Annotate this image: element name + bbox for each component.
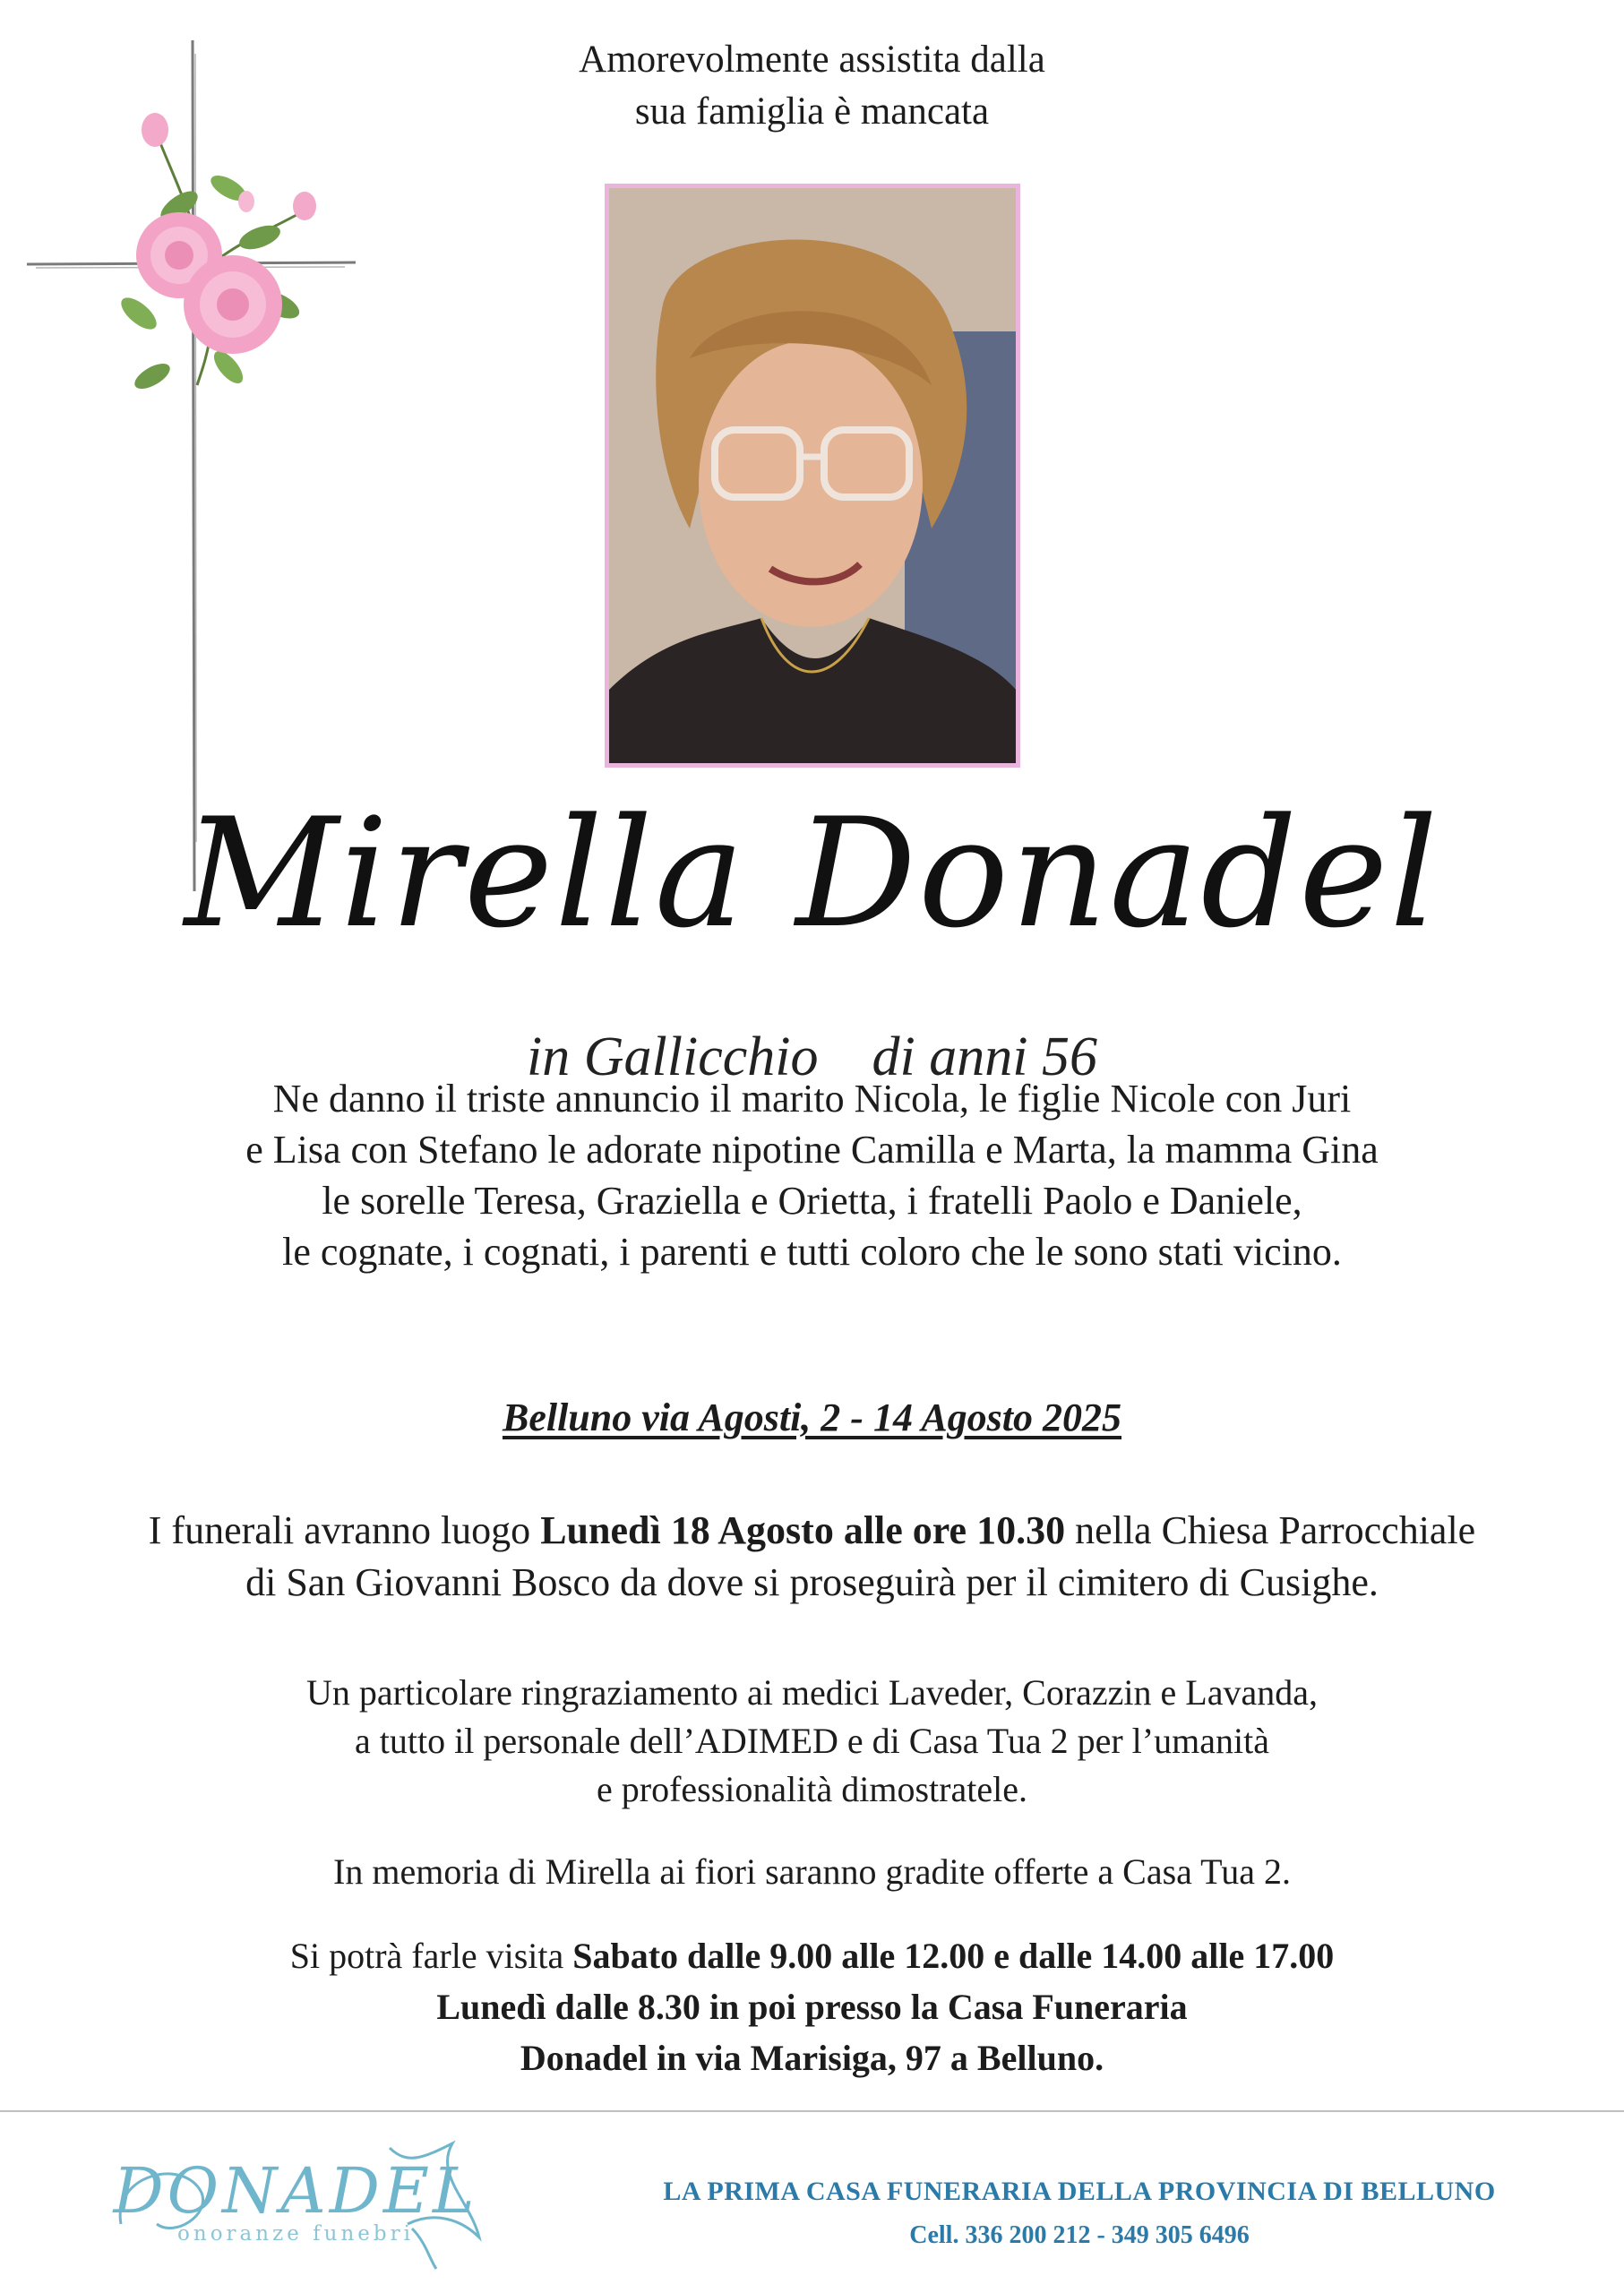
donadel-logo xyxy=(103,2154,488,2246)
portrait-photo xyxy=(605,184,1020,768)
announcement-line: e Lisa con Stefano le adorate nipotine Camilla e Marta, la mamma Gina xyxy=(245,1128,1379,1172)
thanks-line: e professionalità dimostratele. xyxy=(597,1769,1027,1809)
thanks-line: Un particolare ringraziamento ai medici Laveder, Corazzin e Lavanda, xyxy=(306,1672,1318,1713)
logo-sub-text: onoranze funebri xyxy=(177,2222,414,2246)
funeral-line-2: di San Giovanni Bosco da dove si proseguirà per il cimitero di Cusighe. xyxy=(245,1560,1379,1604)
logo-main-text: DONADEL xyxy=(113,2154,478,2228)
age: di anni 56 xyxy=(872,1026,1097,1087)
cross-with-roses-icon xyxy=(22,36,363,896)
visit-info xyxy=(0,1930,1624,2083)
place-date: Belluno via Agosti, 2 - 14 Agosto 2025 xyxy=(502,1396,1122,1439)
visit-line-2 xyxy=(0,1981,1624,2032)
thanks-text xyxy=(0,1669,1624,1814)
married-name: in Gallicchio xyxy=(527,1026,819,1087)
funeral-when: Lunedì 18 Agosto alle ore 10.30 xyxy=(540,1508,1066,1552)
visit-prefix: Si potrà farle visita xyxy=(289,1936,573,1976)
visit-hours: Sabato dalle 9.00 alle 12.00 e dalle 14.00 alle 17.00 xyxy=(572,1936,1335,1976)
funeral-suffix: nella Chiesa Parrocchiale xyxy=(1065,1508,1476,1552)
footer-divider xyxy=(0,2110,1624,2112)
footer-tagline: LA PRIMA CASA FUNERARIA DELLA PROVINCIA DI BELLUNO xyxy=(663,2177,1496,2206)
funeral-line-1 xyxy=(0,1505,1624,1557)
deceased-name: Mirella Donadel xyxy=(184,786,1440,961)
funeral-prefix: I funerali avranno luogo xyxy=(148,1508,541,1552)
visit-line-3-text: Donadel in via Marisiga, 97 a Belluno. xyxy=(520,2038,1104,2078)
announcement-line: Ne danno il triste annuncio il marito Nicola, le figlie Nicole con Juri xyxy=(272,1077,1352,1121)
footer-phones: Cell. 336 200 212 - 349 305 6496 xyxy=(909,2221,1250,2249)
memoria-text: In memoria di Mirella ai fiori saranno gradite offerte a Casa Tua 2. xyxy=(333,1851,1291,1892)
announcement-line: le cognate, i cognati, i parenti e tutti coloro che le sono stati vicino. xyxy=(282,1230,1342,1274)
visit-line-2-text: Lunedì dalle 8.30 in poi presso la Casa Funeraria xyxy=(436,1987,1188,2027)
visit-line-1 xyxy=(0,1930,1624,1981)
intro-text xyxy=(0,34,1624,138)
visit-line-3 xyxy=(0,2032,1624,2083)
thanks-line: a tutto il personale dell’ADIMED e di Casa Tua 2 per l’umanità xyxy=(355,1721,1269,1761)
portrait-illustration xyxy=(609,188,1016,763)
funeral-info xyxy=(0,1505,1624,1609)
intro-line-2: sua famiglia è mancata xyxy=(634,90,990,133)
announcement-line: le sorelle Teresa, Graziella e Orietta, i fratelli Paolo e Daniele, xyxy=(322,1179,1302,1223)
intro-line-1: Amorevolmente assistita dalla xyxy=(579,39,1045,81)
announcement-text xyxy=(0,1073,1624,1277)
